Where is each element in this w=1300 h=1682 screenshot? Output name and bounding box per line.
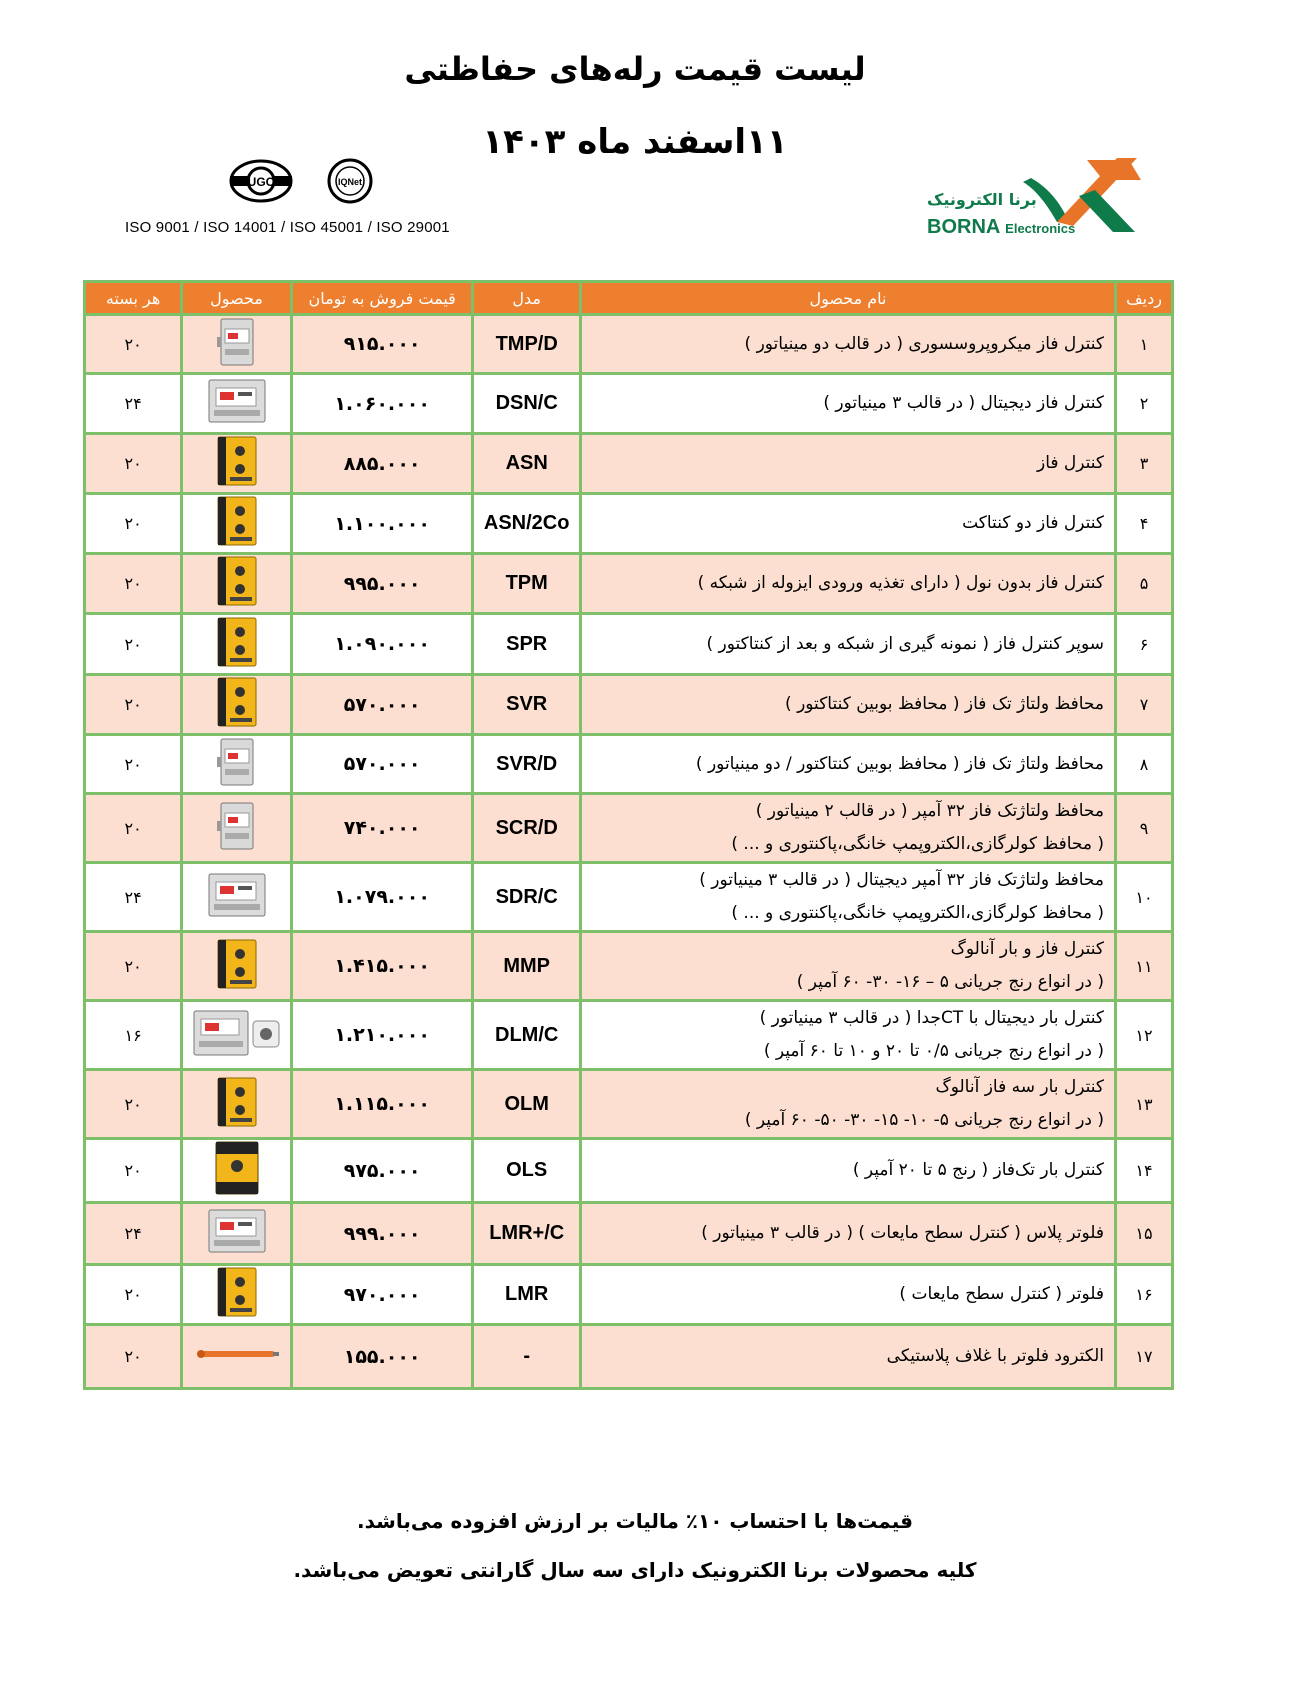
relay-device-icon <box>215 317 259 372</box>
header-model: مدل <box>473 282 581 315</box>
row-number: ۱۳ <box>1116 1070 1173 1139</box>
pack-quantity: ۲۰ <box>85 1265 182 1325</box>
pack-quantity: ۲۰ <box>85 735 182 794</box>
product-name <box>581 1325 1116 1389</box>
product-name-line: کنترل فاز <box>1037 453 1105 473</box>
product-image <box>182 494 292 554</box>
product-name <box>581 863 1116 932</box>
row-number: ۱۷ <box>1116 1325 1173 1389</box>
product-model: SPR <box>473 614 581 675</box>
product-name-line: محافظ ولتاژ تک فاز ( محافظ بوبین کنتاکتور / دو مینیاتور ) <box>695 753 1105 774</box>
product-name-line: کنترل فاز بدون نول ( دارای تغذیه ورودی ایزوله از شبکه ) <box>697 573 1105 593</box>
product-model: TMP/D <box>473 315 581 374</box>
product-price: ۱.۰۷۹.۰۰۰ <box>291 863 473 932</box>
product-name <box>581 494 1116 554</box>
page-date: ۱۱اسفند ماه ۱۴۰۳ <box>482 122 788 162</box>
table-row <box>85 932 1173 1001</box>
product-model: SVR <box>473 675 581 735</box>
product-image <box>182 554 292 614</box>
relay-device-icon <box>206 1206 268 1261</box>
vat-note: قیمت‌ها با احتساب ۱۰٪ مالیات بر ارزش افزوده می‌باشد. <box>357 1509 913 1533</box>
ugc-cert-icon <box>228 158 294 204</box>
product-image <box>182 735 292 794</box>
row-number: ۸ <box>1116 735 1173 794</box>
product-name-line: ( محافظ کولرگازی،الکتروپمپ خانگی،پاکنتوری و ... ) <box>731 903 1105 923</box>
product-name-line: کنترل فاز و بار آنالوگ <box>950 939 1105 959</box>
pack-quantity: ۲۰ <box>85 1070 182 1139</box>
product-name <box>581 1070 1116 1139</box>
row-number: ۱۵ <box>1116 1203 1173 1265</box>
relay-device-icon <box>206 376 268 431</box>
row-number: ۶ <box>1116 614 1173 675</box>
product-name-line: کنترل بار سه فاز آنالوگ <box>935 1077 1105 1097</box>
pack-quantity: ۲۴ <box>85 1203 182 1265</box>
product-model: MMP <box>473 932 581 1001</box>
header-name: نام محصول <box>581 282 1116 315</box>
product-name-line: محافظ ولتاژتک فاز ۳۲ آمپر ( در قالب ۲ مینیاتور ) <box>755 801 1105 821</box>
product-model: LMR+/C <box>473 1203 581 1265</box>
product-model: ASN/2Co <box>473 494 581 554</box>
product-name <box>581 1139 1116 1203</box>
product-name <box>581 1265 1116 1325</box>
pack-quantity: ۲۰ <box>85 315 182 374</box>
header-price: قیمت فروش به تومان <box>291 282 473 315</box>
pack-quantity: ۲۰ <box>85 932 182 1001</box>
row-number: ۱۱ <box>1116 932 1173 1001</box>
relay-device-icon <box>214 1076 260 1133</box>
table-row <box>85 1139 1173 1203</box>
product-model: DLM/C <box>473 1001 581 1070</box>
relay-device-icon <box>214 495 260 552</box>
product-name-line: کنترل فاز دیجیتال ( در قالب ۳ مینیاتور ) <box>823 393 1105 413</box>
pack-quantity: ۲۰ <box>85 1325 182 1389</box>
product-name-line: کنترل فاز دو کنتاکت <box>962 513 1105 533</box>
product-price: ۱.۱۱۵.۰۰۰ <box>291 1070 473 1139</box>
relay-device-icon <box>214 555 260 612</box>
relay-device-icon <box>214 435 260 492</box>
product-name-line: فلوتر پلاس ( کنترل سطح مایعات ) ( در قالب ۳ مینیاتور ) <box>701 1223 1105 1243</box>
product-name-line: فلوتر ( کنترل سطح مایعات ) <box>899 1284 1105 1304</box>
product-name-line: ( در انواع رنج جریانی ۵- ۱۰- ۱۵- ۳۰- ۵۰- ۶۰ آمپر ) <box>744 1110 1105 1130</box>
product-image <box>182 1139 292 1203</box>
table-row <box>85 1265 1173 1325</box>
pack-quantity: ۲۰ <box>85 434 182 494</box>
product-model: OLM <box>473 1070 581 1139</box>
svg-text:IQNet: IQNet <box>337 177 363 187</box>
relay-device-icon <box>214 938 260 995</box>
product-image <box>182 315 292 374</box>
product-price: ۱.۲۱۰.۰۰۰ <box>291 1001 473 1070</box>
brand-en: BORNA Electronics <box>927 216 1076 238</box>
pack-quantity: ۲۰ <box>85 675 182 735</box>
row-number: ۴ <box>1116 494 1173 554</box>
product-model: SCR/D <box>473 794 581 863</box>
product-price: ۹۱۵.۰۰۰ <box>291 315 473 374</box>
product-name-line: کنترل فاز میکروپروسسوری ( در قالب دو مینیاتور ) <box>744 333 1105 354</box>
iso-standards: ISO 9001 / ISO 14001 / ISO 45001 / ISO 29001 <box>125 219 450 236</box>
relay-device-icon <box>215 801 259 856</box>
relay-device-icon <box>214 676 260 733</box>
pack-quantity: ۲۰ <box>85 494 182 554</box>
product-model: LMR <box>473 1265 581 1325</box>
pack-quantity: ۲۴ <box>85 863 182 932</box>
product-name <box>581 932 1116 1001</box>
product-image <box>182 374 292 434</box>
product-name <box>581 735 1116 794</box>
product-name-line: محافظ ولتاژ تک فاز ( محافظ بوبین کنتاکتور ) <box>785 694 1105 714</box>
table-row <box>85 494 1173 554</box>
relay-device-icon <box>214 616 260 673</box>
product-price: ۱.۰۶۰.۰۰۰ <box>291 374 473 434</box>
table-row <box>85 1203 1173 1265</box>
table-row <box>85 1070 1173 1139</box>
table-row <box>85 315 1173 374</box>
pack-quantity: ۲۰ <box>85 614 182 675</box>
product-name <box>581 315 1116 374</box>
product-name-line: سوپر کنترل فاز ( نمونه گیری از شبکه و بعد از کنتاکتور ) <box>706 633 1105 654</box>
relay-device-icon <box>206 870 268 925</box>
relay-device-icon <box>214 1266 260 1323</box>
pack-quantity: ۲۰ <box>85 554 182 614</box>
product-image <box>182 675 292 735</box>
row-number: ۱۰ <box>1116 863 1173 932</box>
product-price: ۱.۰۹۰.۰۰۰ <box>291 614 473 675</box>
table-row <box>85 1325 1173 1389</box>
product-model: SDR/C <box>473 863 581 932</box>
relay-device-icon <box>193 1344 281 1369</box>
table-row <box>85 554 1173 614</box>
product-price: ۹۹۹.۰۰۰ <box>291 1203 473 1265</box>
table-row <box>85 794 1173 863</box>
product-price: ۹۷۰.۰۰۰ <box>291 1265 473 1325</box>
product-name <box>581 1001 1116 1070</box>
product-name <box>581 675 1116 735</box>
row-number: ۱۲ <box>1116 1001 1173 1070</box>
table-header <box>85 282 1173 315</box>
product-name-line: کنترل بار دیجیتال با CTجدا ( در قالب ۳ مینیاتور ) <box>759 1008 1105 1028</box>
svg-text:UGC: UGC <box>247 175 275 189</box>
product-image <box>182 1265 292 1325</box>
relay-device-icon <box>215 737 259 792</box>
product-name <box>581 374 1116 434</box>
product-price: ۵۷۰.۰۰۰ <box>291 675 473 735</box>
relay-device-icon <box>191 1007 283 1064</box>
product-image <box>182 434 292 494</box>
pack-quantity: ۲۴ <box>85 374 182 434</box>
product-name <box>581 434 1116 494</box>
table-row <box>85 863 1173 932</box>
product-price: ۷۴۰.۰۰۰ <box>291 794 473 863</box>
pack-quantity: ۲۰ <box>85 1139 182 1203</box>
table-row <box>85 434 1173 494</box>
product-name <box>581 614 1116 675</box>
product-price: ۹۹۵.۰۰۰ <box>291 554 473 614</box>
product-image <box>182 1001 292 1070</box>
row-number: ۱ <box>1116 315 1173 374</box>
row-number: ۵ <box>1116 554 1173 614</box>
product-model: TPM <box>473 554 581 614</box>
product-price: ۵۷۰.۰۰۰ <box>291 735 473 794</box>
borna-logo <box>925 152 1145 242</box>
product-model: OLS <box>473 1139 581 1203</box>
product-image <box>182 794 292 863</box>
table-row <box>85 374 1173 434</box>
product-price: ۸۸۵.۰۰۰ <box>291 434 473 494</box>
product-name-line: ( محافظ کولرگازی،الکتروپمپ خانگی،پاکنتوری و ... ) <box>731 834 1105 854</box>
product-model: DSN/C <box>473 374 581 434</box>
product-image <box>182 863 292 932</box>
header-image: محصول <box>182 282 292 315</box>
row-number: ۲ <box>1116 374 1173 434</box>
relay-device-icon <box>212 1140 262 1201</box>
header-row-number: ردیف <box>1116 282 1173 315</box>
product-image <box>182 1070 292 1139</box>
product-image <box>182 1325 292 1389</box>
product-price: ۹۷۵.۰۰۰ <box>291 1139 473 1203</box>
page-title: لیست قیمت رله‌های حفاظتی <box>404 50 866 88</box>
product-name <box>581 554 1116 614</box>
product-name <box>581 1203 1116 1265</box>
header-qty: هر بسته <box>85 282 182 315</box>
product-price: ۱۵۵.۰۰۰ <box>291 1325 473 1389</box>
iqnet-cert-icon <box>322 158 378 204</box>
product-price: ۱.۴۱۵.۰۰۰ <box>291 932 473 1001</box>
product-model: SVR/D <box>473 735 581 794</box>
product-name-line: الکترود فلوتر با غلاف پلاستیکی <box>886 1346 1105 1366</box>
table-row <box>85 1001 1173 1070</box>
product-name-line: کنترل بار تک‌فاز ( رنج ۵ تا ۲۰ آمپر ) <box>852 1160 1105 1180</box>
warranty-note: کلیه محصولات برنا الکترونیک دارای سه سال گارانتی تعویض می‌باشد. <box>293 1558 977 1582</box>
row-number: ۳ <box>1116 434 1173 494</box>
product-name-line: محافظ ولتاژتک فاز ۳۲ آمپر دیجیتال ( در قالب ۳ مینیاتور ) <box>699 870 1105 890</box>
brand-fa: برنا الکترونیک <box>927 190 1037 209</box>
row-number: ۹ <box>1116 794 1173 863</box>
table-row <box>85 675 1173 735</box>
pack-quantity: ۱۶ <box>85 1001 182 1070</box>
product-image <box>182 932 292 1001</box>
product-image <box>182 614 292 675</box>
product-model: - <box>473 1325 581 1389</box>
row-number: ۱۴ <box>1116 1139 1173 1203</box>
product-price: ۱.۱۰۰.۰۰۰ <box>291 494 473 554</box>
product-image <box>182 1203 292 1265</box>
pack-quantity: ۲۰ <box>85 794 182 863</box>
table-row <box>85 614 1173 675</box>
product-name <box>581 794 1116 863</box>
product-model: ASN <box>473 434 581 494</box>
product-name-line: ( در انواع رنج جریانی ۵ – ۱۶- ۳۰- ۶۰ آمپر ) <box>796 972 1105 992</box>
table-row <box>85 735 1173 794</box>
row-number: ۱۶ <box>1116 1265 1173 1325</box>
price-table <box>83 280 1174 1390</box>
row-number: ۷ <box>1116 675 1173 735</box>
product-name-line: ( در انواع رنج جریانی ۰/۵ تا ۲۰ و ۱۰ تا ۶۰ آمپر ) <box>763 1041 1105 1061</box>
